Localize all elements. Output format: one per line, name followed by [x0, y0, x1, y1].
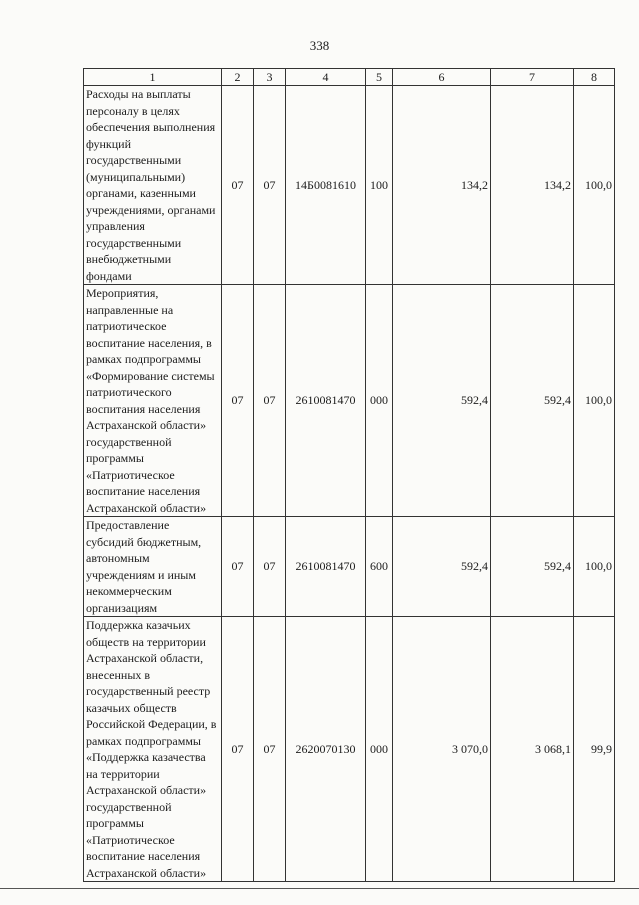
subsection-code: 07 — [254, 617, 286, 882]
row-description: Мероприятия, направленные на патриотическое воспитание населения, в рамках подпрограммы «Формирование системы патриотического воспитания населения Астраханской области» государственной программы «Патриотическое воспитание населения Астраханской области» — [84, 285, 222, 517]
row-description: Поддержка казачьих обществ на территории Астраханской области, внесенных в государственный реестр казачьих обществ Российской Федерации, в рамках подпрограммы «Поддержка казачества на территории Астраханской области» государственной программы «Патриотическое воспитание населения Астраханской области» — [84, 617, 222, 882]
column-header: 6 — [393, 69, 491, 86]
subsection-code: 07 — [254, 517, 286, 617]
execution-percent: 100,0 — [574, 86, 615, 285]
row-description: Предоставление субсидий бюджетным, автономным учреждениям и иным некоммерческим организациям — [84, 517, 222, 617]
execution-percent: 99,9 — [574, 617, 615, 882]
row-description: Расходы на выплаты персоналу в целях обеспечения выполнения функций государственными (муниципальными) органами, казенными учреждениями, органами управления государственными внебюджетными фондами — [84, 86, 222, 285]
table-row — [84, 285, 615, 517]
subsection-code: 07 — [254, 86, 286, 285]
table-row — [84, 517, 615, 617]
expense-type-code: 100 — [366, 86, 393, 285]
planned-amount: 134,2 — [393, 86, 491, 285]
table-row — [84, 86, 615, 285]
subsection-code: 07 — [254, 285, 286, 517]
section-code: 07 — [222, 517, 254, 617]
page-number: 338 — [309, 38, 330, 53]
planned-amount: 3 070,0 — [393, 617, 491, 882]
column-header: 5 — [366, 69, 393, 86]
column-header: 3 — [254, 69, 286, 86]
column-header: 2 — [222, 69, 254, 86]
execution-percent: 100,0 — [574, 285, 615, 517]
expense-type-code: 000 — [366, 617, 393, 882]
executed-amount: 134,2 — [491, 86, 574, 285]
executed-amount: 592,4 — [491, 285, 574, 517]
column-header: 7 — [491, 69, 574, 86]
section-code: 07 — [222, 285, 254, 517]
target-article-code: 14Б0081610 — [286, 86, 366, 285]
budget-table — [83, 68, 615, 882]
section-code: 07 — [222, 617, 254, 882]
target-article-code: 2610081470 — [286, 517, 366, 617]
column-header: 8 — [574, 69, 615, 86]
executed-amount: 592,4 — [491, 517, 574, 617]
execution-percent: 100,0 — [574, 517, 615, 617]
column-header: 1 — [84, 69, 222, 86]
target-article-code: 2610081470 — [286, 285, 366, 517]
planned-amount: 592,4 — [393, 285, 491, 517]
table-row — [84, 617, 615, 882]
planned-amount: 592,4 — [393, 517, 491, 617]
bottom-rule — [0, 888, 639, 889]
column-header: 4 — [286, 69, 366, 86]
expense-type-code: 600 — [366, 517, 393, 617]
expense-type-code: 000 — [366, 285, 393, 517]
section-code: 07 — [222, 86, 254, 285]
table-header-row — [84, 69, 615, 86]
target-article-code: 2620070130 — [286, 617, 366, 882]
executed-amount: 3 068,1 — [491, 617, 574, 882]
